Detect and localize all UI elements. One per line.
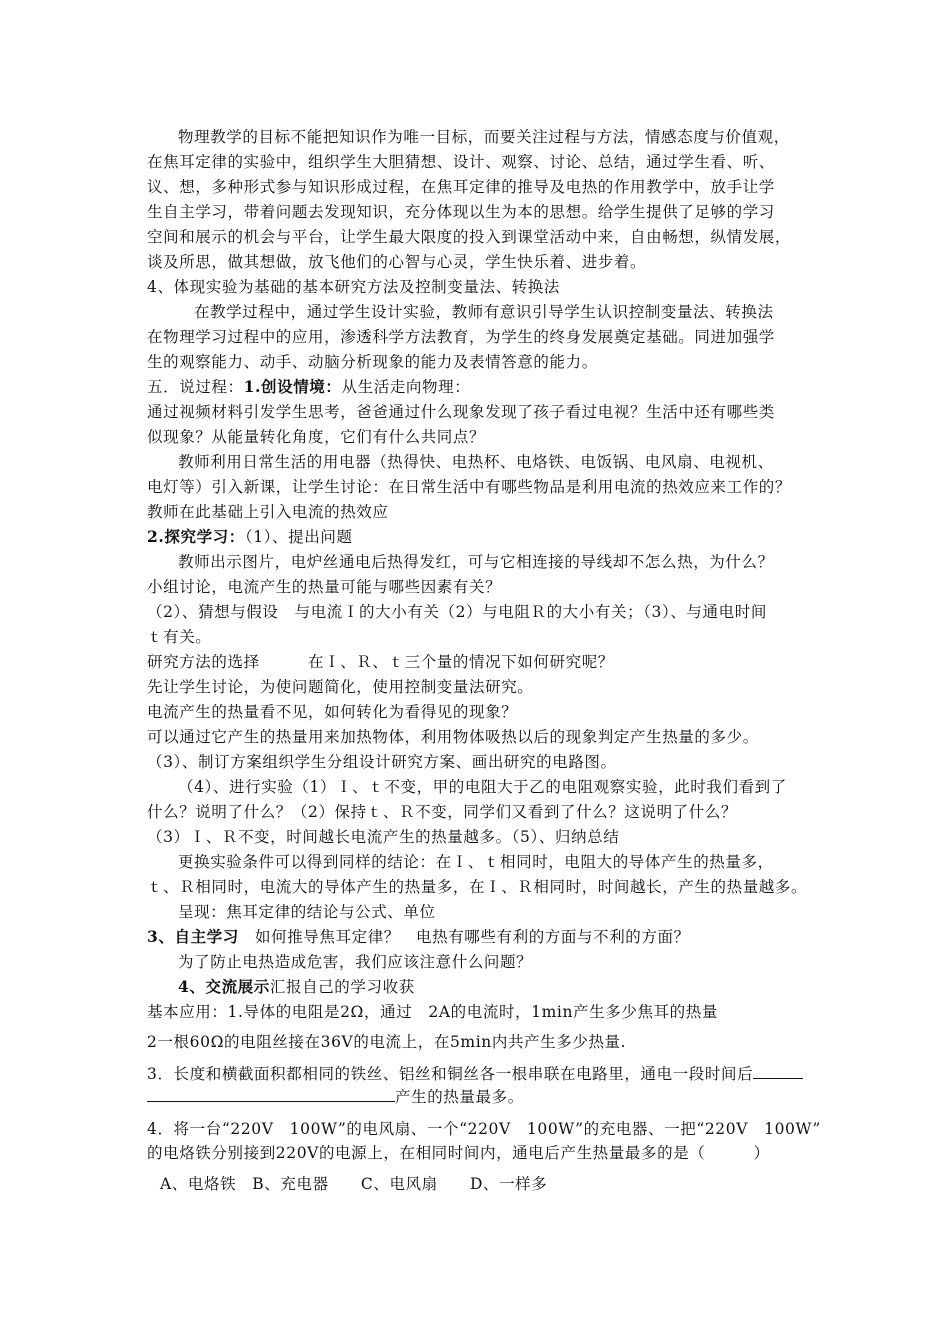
paragraph-line: 似现象？从能量转化角度，它们有什么共同点？ bbox=[147, 428, 486, 446]
paragraph-line: 教师利用日常生活的用电器（热得快、电热杯、电烙铁、电饭锅、电风扇、电视机、 bbox=[178, 453, 774, 471]
answer-blank[interactable] bbox=[753, 1062, 803, 1079]
paragraph-line: 为了防止电热造成危害，我们应该注意什么问题？ bbox=[178, 953, 533, 971]
section-heading bbox=[147, 925, 690, 949]
paragraph-line: 呈现：焦耳定律的结论与公式、单位 bbox=[178, 903, 436, 921]
question-text: 产生的热量最多。 bbox=[395, 1088, 524, 1106]
paragraph-line: 议、想，多种形式参与知识形成过程，在焦耳定律的推导及电热的作用教学中，放手让学 bbox=[147, 178, 775, 196]
paragraph-line: （4）、进行实验（1）Ｉ、ｔ不变，甲的电阻大于乙的电阻观察实验，此时我们看到了 bbox=[178, 778, 787, 796]
answer-options: A、电烙铁 B、充电器 C、电风扇 D、一样多 bbox=[160, 1175, 548, 1193]
inline-text: （1）、提出问题 bbox=[244, 528, 353, 546]
question-3 bbox=[147, 1062, 803, 1086]
paragraph-line: 可以通过它产生的热量用来加热物体，利用物体吸热以后的现象判定产生热量的多少。 bbox=[147, 728, 759, 746]
paragraph-line: 先让学生讨论，为使问题简化，使用控制变量法研究。 bbox=[147, 678, 534, 696]
paragraph-line: （2）、猜想与假设 与电流Ｉ的大小有关（2）与电阻Ｒ的大小有关；（3）、与通电时间 bbox=[147, 603, 767, 621]
question-4: 4．将一台“220V 100W”的电风扇、一个“220V 100W”的充电器、一把“220V 100W” bbox=[147, 1120, 821, 1138]
paragraph-line: 更换实验条件可以得到同样的结论：在Ｉ、ｔ相同时，电阻大的导体产生的热量多， bbox=[178, 853, 774, 871]
paragraph-line: （3）、制订方案组织学生分组设计研究方案、画出研究的电路图。 bbox=[147, 753, 617, 771]
paragraph-line: 在物理学习过程中的应用，渗透科学方法教育，为学生的终身发展奠定基础。同进加强学 bbox=[147, 328, 775, 346]
paragraph-line: 电灯等）引入新课，让学生讨论：在日常生活中有哪些物品是利用电流的热效应来工作的？ bbox=[147, 478, 792, 496]
question-3-continued bbox=[147, 1085, 524, 1109]
paragraph-line: ｔ有关。 bbox=[147, 628, 212, 646]
bold-label: 4、交流展示 bbox=[178, 977, 270, 996]
paragraph-line: 什么？说明了什么？（2）保持ｔ、Ｒ不变，同学们又看到了什么？这说明了什么？ bbox=[147, 803, 738, 821]
question-1: 基本应用：1.导体的电阻是2Ω，通过 2A的电流时，1min产生多少焦耳的热量 bbox=[147, 1003, 718, 1021]
section-heading: 4、体现实验为基础的基本研究方法及控制变量法、转换法 bbox=[147, 278, 560, 296]
paragraph-line: 空间和展示的机会与平台，让学生最大限度的投入到课堂活动中来，自由畅想，纵情发展， bbox=[147, 228, 792, 246]
paragraph-line: 生的观察能力、动手、动脑分析现象的能力及表情答意的能力。 bbox=[147, 353, 598, 371]
paragraph-line: 在教学过程中，通过学生设计实验，教师有意识引导学生认识控制变量法、转换法 bbox=[194, 303, 774, 321]
paragraph-line: （3）Ｉ、Ｒ不变，时间越长电流产生的热量越多。（5）、归纳总结 bbox=[147, 828, 620, 846]
question-4-continued: 的电烙铁分别接到220V的电源上，在相同时间内，通电后产生热量最多的是（ ） bbox=[147, 1144, 770, 1162]
paragraph-line: 物理教学的目标不能把知识作为唯一目标，而要关注过程与方法，情感态度与价值观， bbox=[178, 128, 790, 146]
paragraph-line: 电流产生的热量看不见，如何转化为看得见的现象？ bbox=[147, 703, 518, 721]
section-label: 五．说过程： bbox=[147, 378, 244, 396]
paragraph-line: 小组讨论，电流产生的热量可能与哪些因素有关？ bbox=[147, 578, 502, 596]
question-text: 3．长度和横截面积都相同的铁丝、铝丝和铜丝各一根串联在电路里，通电一段时间后 bbox=[147, 1065, 754, 1083]
bold-label: 1.创设情境： bbox=[243, 377, 342, 396]
inline-text: 从生活走向物理： bbox=[341, 378, 471, 396]
paragraph-line: 生自主学习，带着问题去发现知识，充分体现以生为本的思想。给学生提供了足够的学习 bbox=[147, 203, 775, 221]
bold-label: 2.探究学习： bbox=[147, 527, 245, 546]
paragraph-line: 教师在此基础上引入电流的热效应 bbox=[147, 503, 389, 521]
section-heading bbox=[178, 975, 415, 999]
paragraph-line: 在焦耳定律的实验中，组织学生大胆猜想、设计、观察、讨论、总结，通过学生看、听、 bbox=[147, 153, 775, 171]
paragraph-line: 研究方法的选择 在Ｉ、Ｒ、ｔ三个量的情况下如何研究呢？ bbox=[147, 653, 614, 671]
answer-blank[interactable] bbox=[147, 1085, 395, 1102]
inline-text: 如何推导焦耳定律？ 电热有哪些有利的方面与不利的方面？ bbox=[238, 928, 690, 946]
paragraph-line: 通过视频材料引发学生思考，爸爸通过什么现象发现了孩子看过电视？生活中还有哪些类 bbox=[147, 403, 775, 421]
paragraph-line: 谈及所思，做其想做，放飞他们的心智与心灵，学生快乐着、进步着。 bbox=[147, 253, 647, 271]
section-heading bbox=[147, 525, 353, 549]
bold-label: 3、自主学习 bbox=[147, 927, 239, 946]
question-2: 2一根60Ω的电阻丝接在36V的电流上，在5min内共产生多少热量. bbox=[147, 1033, 627, 1051]
paragraph-line: ｔ、Ｒ相同时，电流大的导体产生的热量多，在Ｉ、Ｒ相同时，时间越长，产生的热量越多。 bbox=[147, 878, 808, 896]
inline-text: 汇报自己的学习收获 bbox=[269, 978, 415, 996]
section-heading bbox=[147, 375, 470, 399]
paragraph-line: 教师出示图片，电炉丝通电后热得发红，可与它相连接的导线却不怎么热，为什么？ bbox=[178, 553, 774, 571]
